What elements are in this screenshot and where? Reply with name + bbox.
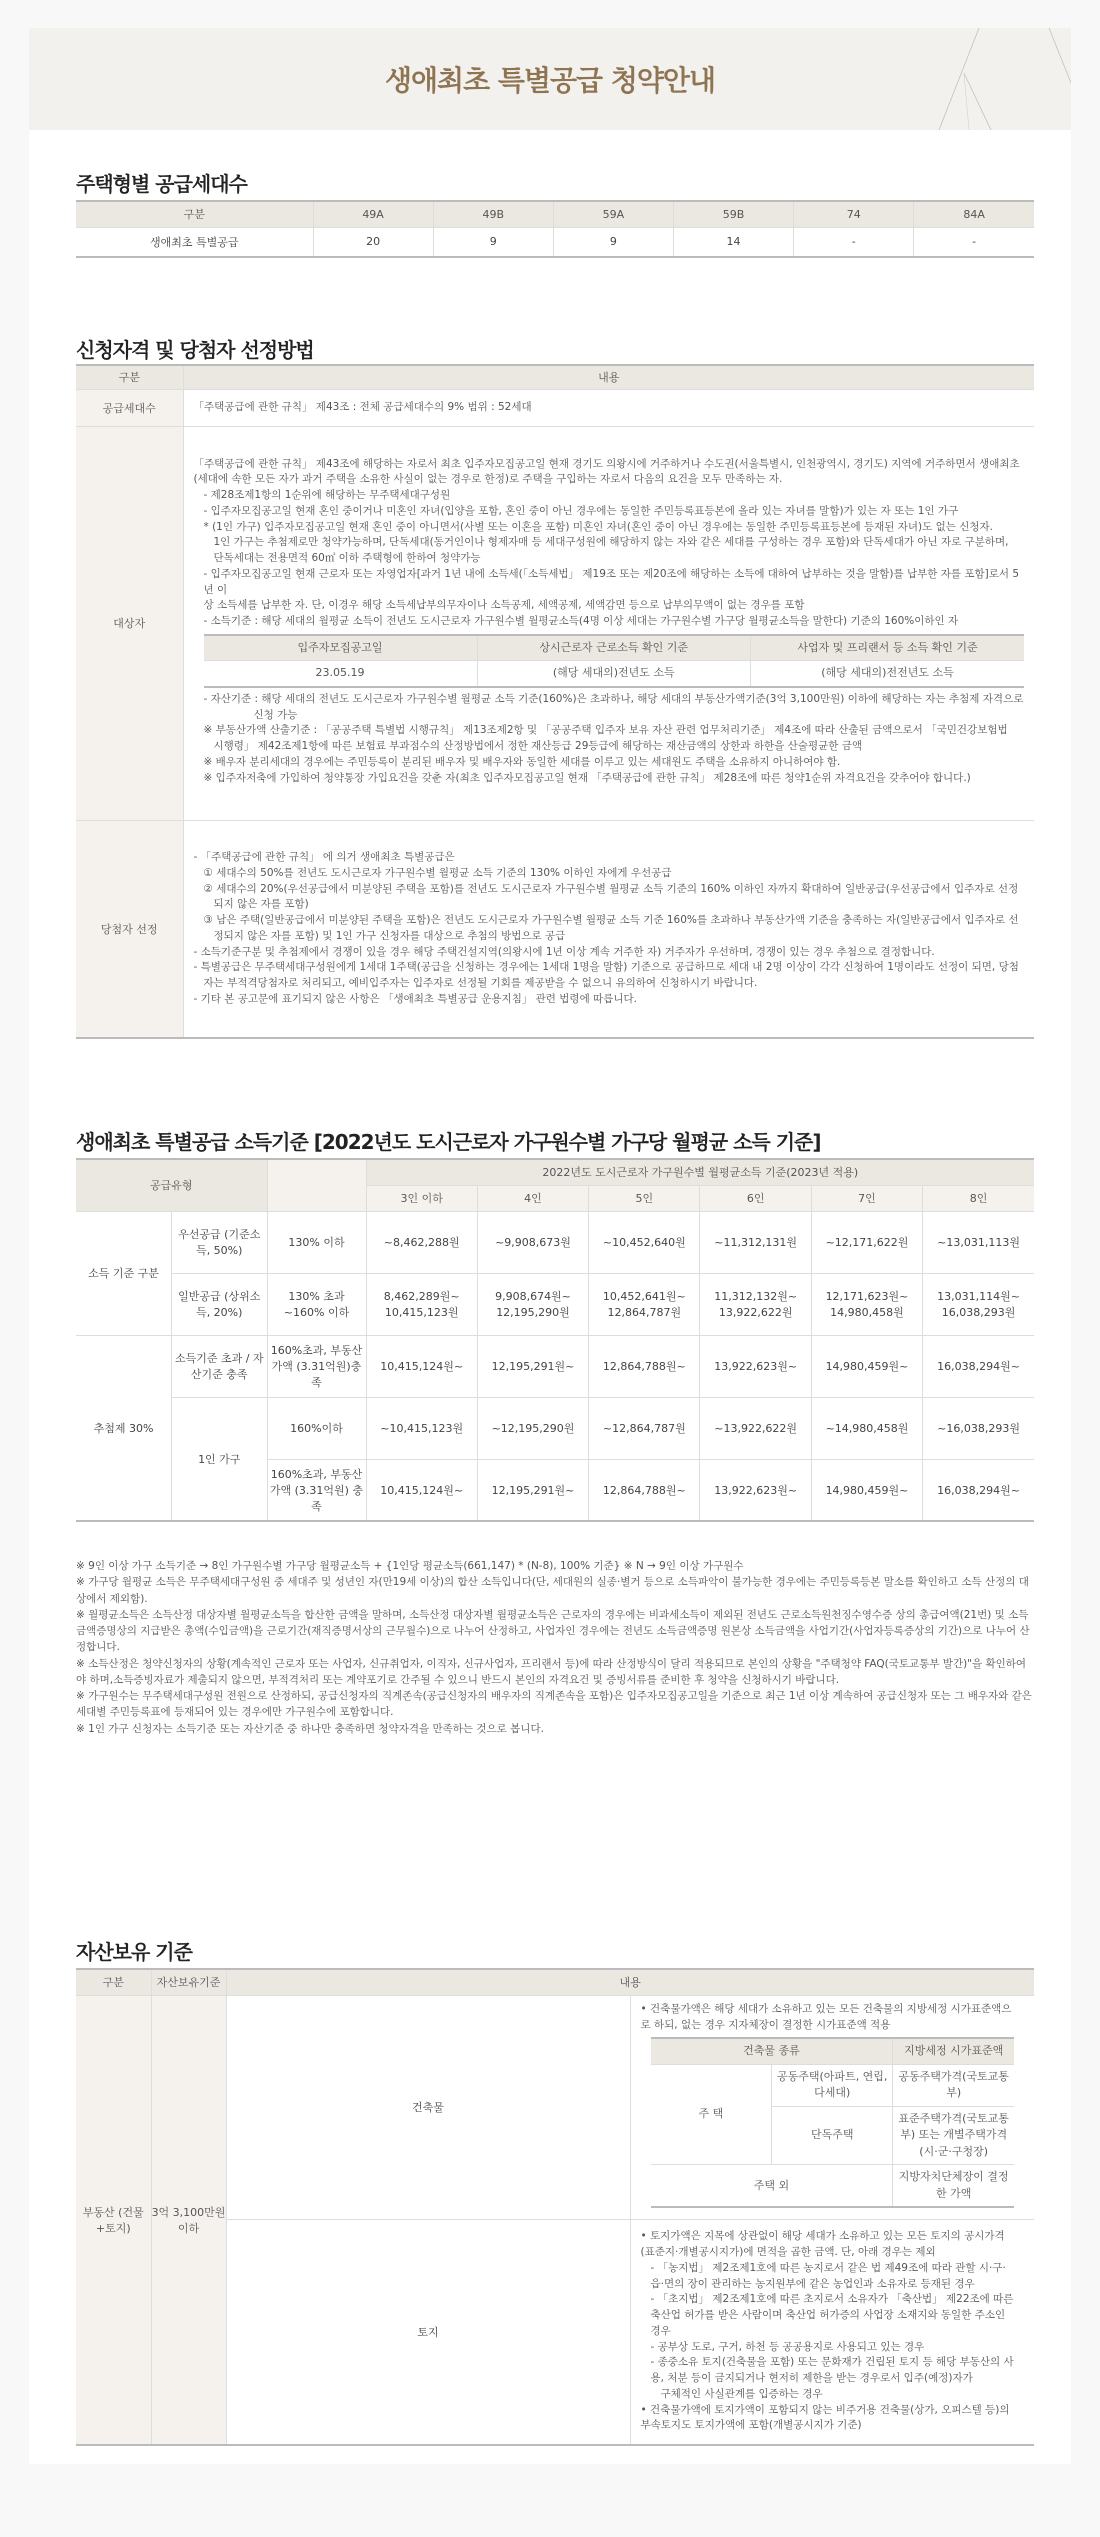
value-cell: 16,038,294원~ [923,1335,1034,1397]
text-line: - 공부상 도로, 구거, 하천 등 공공용지로 사용되고 있는 경우 [650,2340,925,2353]
asset-category: 부동산 (건물+토지) [76,1995,151,2445]
type-cell: 우선공급 (기준소득, 50%) [172,1211,268,1273]
qualification-header-row [76,365,1034,389]
col-header: 내용 [226,1969,1034,1995]
table-row [76,1211,1034,1273]
cell: 20 [313,227,433,257]
col-header-size: 4인 [477,1185,588,1211]
col-header-size: 5인 [589,1185,700,1211]
col-header: 건축물 종류 [651,2038,893,2064]
criteria-cell: 160%이하 [267,1397,366,1459]
col-header: 59A [553,201,673,227]
col-header-size: 3인 이하 [366,1185,477,1211]
col-header-type: 공급유형 [76,1159,267,1211]
section-title-supply: 주택형별 공급세대수 [76,172,247,196]
value-cell: 13,922,623원~ [700,1459,811,1521]
cell: - [794,227,914,257]
selection-content [183,820,1034,1038]
land-label: 토지 [226,2219,630,2445]
text-line: * (1인 가구) 입주자모집공고일 현재 혼인 중이 아니면서(사별 또는 이혼을 포함) 미혼인 자녀(혼인 중이 아닌 경우에는 동일한 주민등록표등본에 등재된 자녀)도 없는 신청자. [203,520,994,533]
row-label: 당첨자 선정 [76,820,183,1038]
col-header-size: 8인 [923,1185,1034,1211]
text-line: 시행령」 제42조제1항에 따른 보험료 부과점수의 산정방법에서 정한 재산등급 29등급에 해당하는 재산금액의 상한과 하한을 산술평균한 금액 [213,740,862,752]
note-line: ※ 가구당 월평균 소득은 무주택세대구성원 중 세대주 및 성년인 자(만19세 이상)의 합산 소득입니다(단, 세대원의 실종·별거 등으로 소득파악이 불가능한 경우에는 주민등록등본 말소를 확인하고 소득 산정의 대상에서 제외함). [76,1576,1029,1605]
value-cell: 12,195,291원~ [477,1335,588,1397]
col-header: 49B [433,201,553,227]
text-line: 신청 가능 [253,708,298,721]
value-cell: 16,038,294원~ [923,1459,1034,1521]
eligible-content [183,426,1034,820]
building-label: 건축물 [226,1995,630,2219]
text-line: 단독세대는 전용면적 60㎡ 이하 주택형에 한하여 청약가능 [213,552,481,564]
criteria-cell: 160%초과, 부동산가액 (3.31억원)충족 [267,1335,366,1397]
text-line: ※ 부동산가액 산출기준 : 「공공주택 특별법 시행규칙」 제13조제2항 및 「공공주택 입주자 보유 자산 관련 업무처리기준」 제4조에 따라 산출된 금액으로서 「국민건강보험법 [203,724,1008,737]
criteria-cell: 130% 초과 ~160% 이하 [267,1273,366,1335]
value-cell: 14,980,459원~ [811,1335,922,1397]
value-cell: 9,908,674원~ 12,195,290원 [477,1273,588,1335]
value-cell: 12,195,291원~ [477,1459,588,1521]
text-line: 「주택공급에 관한 규칙」 제43조에 해당하는 자로서 최초 입주자모집공고일 현재 경기도 의왕시에 거주하거나 수도권(서울특별시, 인천광역시, 경기도) 지역에 거주하면서 생애최초 [193,457,1020,470]
cell: (해당 세대의)전전년도 소득 [751,661,1025,687]
table-row [651,2064,1015,2106]
cell: 지방자치단체장이 결정한 가액 [893,2165,1014,2208]
note-line: ※ 소득산정은 청약신청자의 상황(계속적인 근로자 또는 사업자, 신규취업자, 이직자, 신규사업자, 프리랜서 등)에 따라 산정방식이 달리 적용되므로 본인의 상황을 "주택청약 FAQ(국토교통부 발간)"을 확인하여야 하며,소득증빙자료가 제출되지 않으면, 부적격처리 또는 계약포기로 간주될 수 있으니 반드시 본인의 자격요건 및 증빙서류를 준비한 후 청약을 신청하시기 바랍니다. [76,1657,1027,1686]
col-header-blank [267,1159,366,1211]
table-row [76,1397,1034,1459]
assets-table [76,1968,1034,2446]
text-line: 되지 않은 자를 포함) [213,898,309,911]
section-title-qualification: 신청자격 및 당첨자 선정방법 [76,338,314,362]
cell: 표준주택가격(국토교통부) 또는 개별주택가격(시·군·구청장) [893,2106,1014,2165]
supply-table [76,200,1034,258]
criteria-cell: 160%초과, 부동산가액 (3.31억원) 충족 [267,1459,366,1521]
table-row [76,227,1034,257]
value-cell: 13,922,623원~ [700,1335,811,1397]
col-header-size: 6인 [700,1185,811,1211]
income-check-table [194,634,1025,688]
value-cell: ~13,031,113원 [923,1211,1034,1273]
value-cell: 10,415,124원~ [366,1335,477,1397]
cell: 23.05.19 [204,661,478,687]
text-line: 상 소득세를 납부한 자. 단, 이경우 해당 소득세납부의무자이나 소득공제, 세액공제, 세액감면 등으로 납부의무액이 없는 경우를 포함 [203,599,805,612]
value-cell: 10,452,641원~ 12,864,787원 [589,1273,700,1335]
building-price-table [641,2037,1015,2208]
text-line: - 제28조제1항의 1순위에 해당하는 무주택세대구성원 [203,489,451,501]
text-line: • 건축물가액은 해당 세대가 소유하고 있는 모든 건축물의 지방세정 시가표준액으로 하되, 없는 경우 지자체장이 결정한 시가표준액 적용 [640,2002,1012,2031]
text-line: - 특별공급은 무주택세대구성원에게 1세대 1주택(공급을 신청하는 경우에는 1세대 1명을 말함) 기준으로 공급하므로 세대 내 2명 이상이 각각 신청하여 1명이라도 선정이 되면, 당첨 [193,961,1019,974]
table-row [76,1335,1034,1397]
text-line: ※ 입주자저축에 가입하여 청약통장 가입요건을 갖춘 자(최초 입주자모집공고일 현재 「주택공급에 관한 규칙」 제28조에 따른 청약1순위 자격요건을 갖추어야 합니다.) [203,771,971,784]
text-line: - 입주자모집공고일 현재 혼인 중이거나 미혼인 자녀(입양을 포함, 혼인 중이 아닌 경우에는 동일한 주민등록표등본에 올라 있는 자녀를 말함)가 있는 자 또는 1인 가구 [203,504,959,517]
cell: 14 [673,227,793,257]
text-line: ② 세대수의 20%(우선공급에서 미분양된 주택을 포함)를 전년도 도시근로자 가구원수별 월평균 소득 기준의 160% 이하인 자까지 확대하여 일반공급(우선공급에서 입주자로 선정 [203,882,1019,895]
value-cell: ~11,312,131원 [700,1211,811,1273]
cell: 주택 외 [651,2165,893,2208]
row-label: 공급세대수 [76,389,183,426]
text-line: ① 세대수의 50%를 전년도 도시근로자 가구원수별 월평균 소득 기준의 130% 이하인 자에게 우선공급 [203,866,672,879]
cell: 공동주택(아파트, 연립, 다세대) [772,2064,893,2106]
text-line: - 소득기준구분 및 추첨제에서 경쟁이 있을 경우 해당 주택건설지역(의왕시에 1년 이상 계속 거주한 자) 거주자가 우선하며, 경쟁이 있는 경우 추첨으로 결정합니다. [193,945,935,958]
hero-banner [29,28,1071,130]
col-header: 상시근로자 근로소득 확인 기준 [477,635,751,661]
text-line: - 기타 본 공고문에 표기되지 않은 사항은 「생애최초 특별공급 운용지침」 관련 법령에 따릅니다. [193,992,637,1005]
value-cell: ~10,452,640원 [589,1211,700,1273]
income-header-row-1 [76,1159,1034,1185]
col-header-size: 7인 [811,1185,922,1211]
text-line: • 건축물가액에 토지가액이 포함되지 않는 비주거용 건축물(상가, 오피스텔 등)의 부속토지도 토지가액에 포함(개별공시지가 기준) [640,2403,1010,2432]
group-label: 소득 기준 구분 [76,1211,172,1335]
cell: 9 [433,227,553,257]
table-row [76,1273,1034,1335]
row-label: 생애최초 특별공급 [76,227,313,257]
col-header: 84A [914,201,1034,227]
col-header: 입주자모집공고일 [204,635,478,661]
text-line: (세대에 속한 모든 자가 과거 주택을 소유한 사실이 없는 경우로 한정)로 주택을 구입하는 자로서 다음의 요건을 모두 만족하는 자. [193,473,783,486]
text-line: - 「초지법」 제2조제1호에 따른 초지로서 소유자가 「축산법」 제22조에 따른 축산업 허가를 받은 사람이며 축산업 허가증의 사업장 소재지와 동일한 주소인 경우 [650,2293,1014,2337]
type-cell: 소득기준 초과 / 자산기준 충족 [172,1335,268,1397]
text-line: 1인 가구는 추첨제로만 청약가능하며, 단독세대(동거인이나 형제자매 등 세대구성원에 해당하지 않는 자와 같은 세대를 구성하는 경우 포함)와 단독세대가 아닌 자로 구분하며, [213,536,1009,549]
text-line: ※ 배우자 분리세대의 경우에는 주민등록이 분리된 배우자 및 배우자와 동일한 세대를 이루고 있는 세대원도 주택을 소유하지 아니하여야 함. [203,755,841,768]
value-cell: ~12,195,290원 [477,1397,588,1459]
note-line: ※ 1인 가구 신청자는 소득기준 또는 자산기준 중 하나만 충족하면 청약자격을 만족하는 것으로 봅니다. [76,1722,544,1735]
section-title-assets: 자산보유 기준 [76,1940,192,1964]
col-header-group: 2022년도 도시근로자 가구원수별 월평균소득 기준(2023년 적용) [366,1159,1034,1185]
inner-header-row [204,635,1025,661]
income-table [76,1158,1034,1522]
type-cell: 1인 가구 [172,1397,268,1521]
text-line: - 소득기준 : 해당 세대의 월평균 소득이 전년도 도시근로자 가구원수별 월평균소득(4명 이상 세대는 가구원수별 가구당 월평균소득을 말한다) 기준의 160%이하인 자 [203,615,959,627]
group-label: 추첨제 30% [76,1335,172,1521]
col-header: 지방세정 시가표준액 [893,2038,1014,2064]
text-line: ③ 남은 주택(일반공급에서 미분양된 주택을 포함)은 전년도 도시근로자 가구원수별 월평균 소득 기준 160%를 초과하나 부동산가액 기준을 충족하는 자(일반공급에서 입주자로 선 [203,914,1019,926]
section-title-income: 생애최초 특별공급 소득기준 [2022년도 도시근로자 가구원수별 가구당 월평균 소득 기준] [76,1130,821,1154]
content-card [29,28,1071,2464]
table-row [651,2165,1015,2208]
table-row [76,820,1034,1038]
type-cell: 일반공급 (상위소득, 20%) [172,1273,268,1335]
col-header: 구분 [76,201,313,227]
income-notes [76,1558,1034,1737]
land-content [630,2219,1034,2445]
text-line: - 「주택공급에 관한 규칙」 에 의거 생애최초 특별공급은 [193,851,455,863]
asset-limit: 3억 3,100만원 이하 [151,1995,226,2445]
note-line: ※ 월평균소득은 소득산정 대상자별 월평균소득을 합산한 금액을 말하며, 소득산정 대상자별 월평균소득은 근로자의 경우에는 비과세소득이 제외된 전년도 근로소득원천징수영수증 상의 총급여액(21번) 및 소득금액증명상의 지급받은 총액(수입금액)을 근로기간(재직증명서상의 근무월수)으로 나누어 산정하고, 사업자인 경우에는 전년도 소득금액증명 원본상 소득금액을 사업기간(사업자등록증상의 기간)으로 나누어 산정합니다. [76,1608,1030,1654]
text-line: 자는 부적격당첨자로 처리되고, 예비입주자는 입주자로 선정될 기회를 제공받을 수 없으니 유의하여 신청하시기 바랍니다. [203,977,758,989]
value-cell: 11,312,132원~ 13,922,622원 [700,1273,811,1335]
row-label: 대상자 [76,426,183,820]
building-content [630,1995,1034,2219]
text-line: • 토지가액은 지목에 상관없이 해당 세대가 소유하고 있는 모든 토지의 공시가격(표준지·개별공시지가)에 면적을 곱한 금액. 단, 아래 경우는 제외 [640,2230,1005,2259]
table-row [76,389,1034,426]
col-header: 구분 [76,1969,151,1995]
note-line: ※ 9인 이상 가구 소득기준 → 8인 가구원수별 가구당 월평균소득 + {1인당 평균소득(661,147) * (N-8), 100% 기준} ※ N → 9인 이상 가구원수 [76,1560,744,1572]
col-header: 49A [313,201,433,227]
value-cell: 14,980,459원~ [811,1459,922,1521]
table-row [76,426,1034,820]
col-header: 구분 [76,365,183,389]
house-label: 주 택 [651,2064,772,2165]
table-row [204,661,1025,687]
criteria-cell: 130% 이하 [267,1211,366,1273]
value-cell: ~10,415,123원 [366,1397,477,1459]
value-cell: ~8,462,288원 [366,1211,477,1273]
cell: 공동주택가격(국토교통부) [893,2064,1014,2106]
decorative-lines-icon [811,28,1071,130]
col-header: 74 [794,201,914,227]
inner-header-row [651,2038,1015,2064]
cell: - [914,227,1034,257]
assets-header-row [76,1969,1034,1995]
value-cell: 12,171,623원~ 14,980,458원 [811,1273,922,1335]
text-line: - 종중소유 토지(건축물을 포함) 또는 문화재가 건립된 토지 등 해당 부동산의 사용, 처분 등이 금지되거나 현저히 제한을 받는 경우로서 입주(예정)자가 [650,2356,1014,2385]
supply-header-row [76,201,1034,227]
col-header: 59B [673,201,793,227]
value-cell: 12,864,788원~ [589,1459,700,1521]
text-line: - 자산기준 : 해당 세대의 전년도 도시근로자 가구원수별 월평균 소득 기준(160%)은 초과하나, 해당 세대의 부동산가액기준(3억 3,100만원) 이하에 해당하는 자는 추첨제 자격으로 [203,692,1024,705]
col-header: 내용 [183,365,1034,389]
cell: 9 [553,227,673,257]
value-cell: ~9,908,673원 [477,1211,588,1273]
text-line: - 「농지법」 제2조제1호에 따른 농지로서 같은 법 제49조에 따라 관할 시·구·읍·면의 장이 관리하는 농지원부에 같은 농업인과 소유자로 등재된 경우 [650,2261,1006,2290]
value-cell: ~14,980,458원 [811,1397,922,1459]
text-line: - 입주자모집공고일 현재 근로자 또는 자영업자[과거 1년 내에 소득세(「소득세법」 제19조 또는 제20조에 해당하는 소득에 대하여 납부하는 것을 말함)를 납부한 자를 포함]로서 5년 이 [203,567,1020,596]
note-line: ※ 가구원수는 무주택세대구성원 전원으로 산정하되, 공급신청자의 직계존속(공급신청자의 배우자의 직계존속을 포함)은 입주자모집공고일을 기준으로 최근 1년 이상 계속하여 공급신청자 또는 그 배우자와 같은 세대별 주민등록표에 등재되어 있는 경우에만 가구원수에 포함합니다. [76,1690,1032,1719]
value-cell: 13,031,114원~ 16,038,293원 [923,1273,1034,1335]
table-row [76,1995,1034,2219]
cell: (해당 세대의)전년도 소득 [477,661,751,687]
value-cell: ~12,864,787원 [589,1397,700,1459]
text-line: 구체적인 사실관계를 입증하는 경우 [660,2387,823,2400]
col-header: 사업자 및 프리랜서 등 소득 확인 기준 [751,635,1025,661]
text-line: 정되지 않은 자를 포함) 및 1인 가구 신청자를 대상으로 추첨의 방법으로 공급 [213,929,566,942]
value-cell: 10,415,124원~ [366,1459,477,1521]
col-header: 자산보유기준 [151,1969,226,1995]
cell: 단독주택 [772,2106,893,2165]
value-cell: 8,462,289원~ 10,415,123원 [366,1273,477,1335]
value-cell: ~16,038,293원 [923,1397,1034,1459]
page-title: 생애최초 특별공급 청약안내 [384,64,716,97]
value-cell: 12,864,788원~ [589,1335,700,1397]
qualification-table [76,364,1034,1039]
value-cell: ~12,171,622원 [811,1211,922,1273]
supply-count-text: 「주택공급에 관한 규칙」 제43조 : 전체 공급세대수의 9% 범위 : 52세대 [183,389,1034,426]
value-cell: ~13,922,622원 [700,1397,811,1459]
